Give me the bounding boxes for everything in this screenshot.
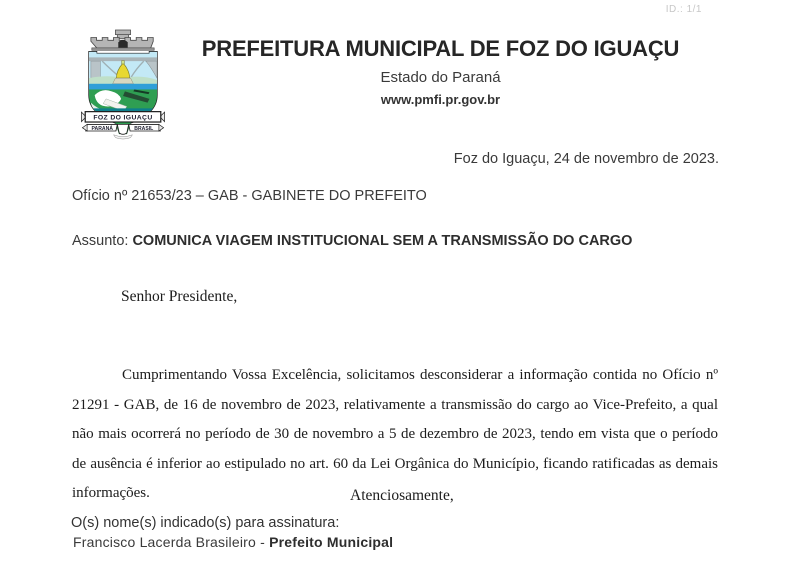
logo-ribbon-left-text: PARANÁ	[91, 125, 113, 132]
page-id-label: ID.: 1/1	[665, 4, 702, 15]
date-line: Foz do Iguaçu, 24 de novembro de 2023.	[453, 151, 719, 167]
signatory-name: Francisco Lacerda Brasileiro -	[73, 534, 270, 550]
logo-ribbon-right-text: BRASIL	[134, 125, 154, 132]
org-subtitle: Estado do Paraná	[380, 69, 501, 86]
coat-of-arms-foz-do-iguacu	[76, 29, 170, 148]
closing: Atenciosamente,	[350, 487, 454, 504]
subject-label: Assunto:	[72, 233, 133, 249]
subject-line	[72, 233, 632, 249]
signature-name	[73, 534, 393, 550]
reference-line: Ofício nº 21653/23 – GAB - GABINETE DO PREFEITO	[72, 188, 427, 204]
crown-icon	[91, 30, 154, 50]
signature-intro: O(s) nome(s) indicado(s) para assinatura:	[71, 515, 340, 531]
letter-body: Cumprimentando Vossa Excelência, solicitamos desconsiderar a informação contida no Ofício nº 21291 - GAB, de 16 de novembro de 2023, relativamente a transmissão do cargo ao Vice-Prefeito, a qual não mais ocorrerá no período de 30 de novembro a 5 de dezembro de 2023, tendo em vista que o período de ausência é inferior ao estipulado no art. 60 da Lei Orgânica do Município, ficando ratificadas as demais informações.	[72, 367, 718, 501]
logo-banner	[81, 112, 164, 122]
logo-ribbons	[82, 123, 163, 140]
logo-banner-text: FOZ DO IGUAÇU	[93, 114, 153, 122]
subject-text: COMUNICA VIAGEM INSTITUCIONAL SEM A TRANSMISSÃO DO CARGO	[132, 233, 633, 249]
signatory-title: Prefeito Municipal	[269, 534, 394, 550]
letterhead	[168, 36, 713, 107]
org-website: www.pmfi.pr.gov.br	[380, 92, 501, 107]
org-title: PREFEITURA MUNICIPAL DE FOZ DO IGUAÇU	[201, 36, 680, 61]
salutation: Senhor Presidente,	[121, 288, 238, 305]
